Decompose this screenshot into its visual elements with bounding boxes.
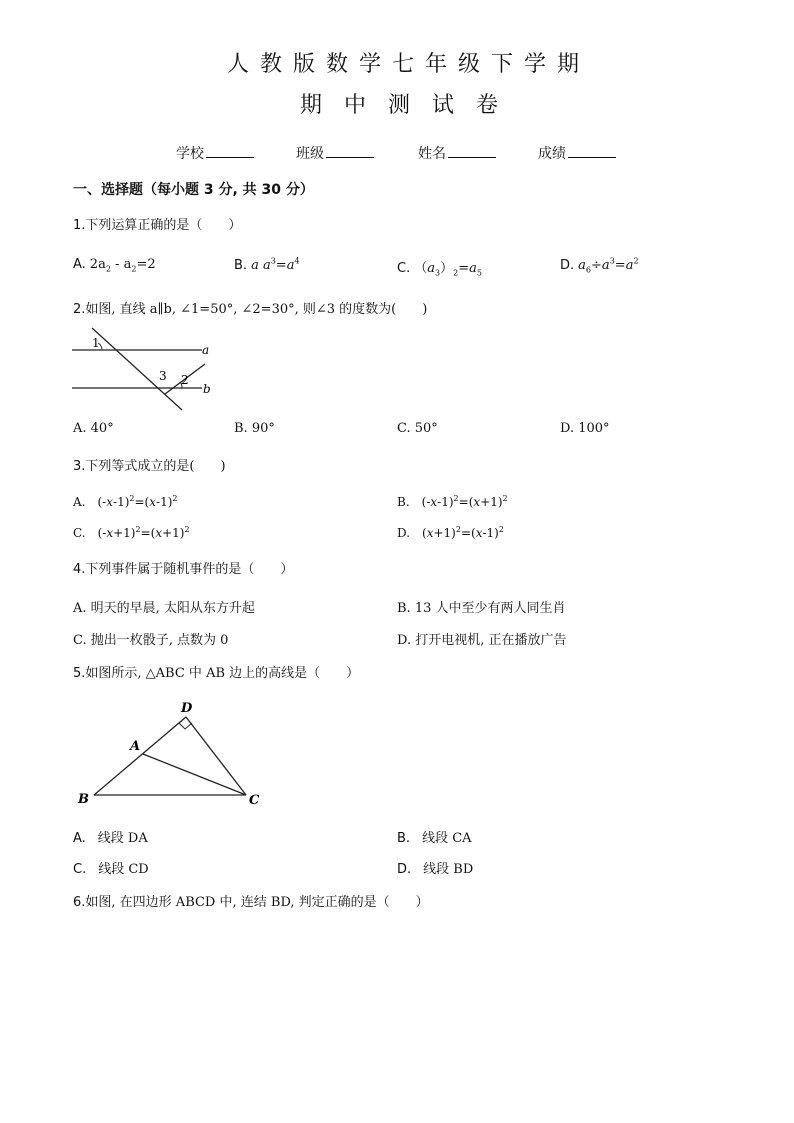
question-number: 6.: [73, 895, 86, 910]
option-expression: $(-x-1)^2=(x-1)^2$: [97, 494, 178, 509]
section-title: 一、选择题（每小题 3 分, 共 30 分）: [73, 182, 314, 198]
triangle-figure: [72, 697, 272, 812]
transversal-line: [92, 328, 182, 410]
field-class: [296, 143, 374, 163]
question-text: 如图, 直线 a∥b, ∠1=50°, ∠2=30°, 则∠3 的度数为( ): [85, 302, 428, 317]
question-text: 如图所示, △ABC 中 AB 边上的高线是（ ）: [85, 666, 360, 681]
field-school: [176, 143, 254, 163]
field-class-label: 班级: [296, 146, 324, 162]
option-label: D.: [560, 258, 575, 274]
q3-option-d: [397, 525, 504, 540]
field-name-label: 姓名: [418, 146, 446, 162]
question-text: 如图, 在四边形 ABCD 中, 连结 BD, 判定正确的是（ ）: [85, 895, 429, 910]
q4-option-c: C. 抛出一枚骰子, 点数为 0: [73, 633, 229, 648]
question-number: 1.: [73, 218, 86, 233]
question-6: [73, 891, 429, 910]
q2-option-d: D. 100°: [560, 421, 610, 436]
option-label: D.: [397, 526, 411, 540]
option-expression: a $a^3=a^4$: [251, 257, 300, 274]
q5-option-c: [73, 858, 149, 877]
field-score-blank[interactable]: [568, 145, 616, 158]
question-2: [73, 298, 427, 317]
option-text: 线段 BD: [423, 862, 474, 877]
angle-3-label: 3: [159, 369, 167, 383]
field-class-blank[interactable]: [326, 145, 374, 158]
angle-2-label: 2: [181, 373, 189, 387]
question-text: 下列事件属于随机事件的是（ ）: [85, 562, 294, 577]
question-text: 下列等式成立的是( ): [85, 459, 226, 474]
q2-option-b: B. 90°: [234, 421, 275, 436]
q3-option-b: [397, 494, 508, 509]
option-text: 线段 CA: [422, 831, 472, 846]
option-expression: $(-x+1)^2=(x+1)^2$: [97, 525, 190, 540]
field-name: [418, 143, 496, 163]
vertex-d-label: D: [181, 701, 193, 716]
option-expression: $(a_3)_2=a_5$: [414, 261, 482, 278]
q3-option-c: [73, 525, 190, 540]
option-text: 线段 CD: [98, 862, 149, 877]
question-3: [73, 455, 226, 474]
field-score-label: 成绩: [538, 146, 566, 162]
question-5: [73, 662, 359, 681]
option-expression: $a_6\div a^3=a^2$: [578, 257, 639, 275]
option-label: A.: [73, 831, 86, 846]
line-b-label: b: [203, 382, 211, 396]
segment-bd: [94, 717, 186, 795]
angle-1-label: 1: [92, 336, 100, 350]
q1-option-c: [397, 257, 482, 278]
vertex-b-label: B: [78, 792, 89, 807]
question-number: 5.: [73, 666, 86, 681]
option-label: C.: [73, 862, 87, 877]
q5-option-d: [397, 858, 473, 877]
question-4: [73, 558, 293, 577]
option-text: 线段 DA: [97, 831, 148, 846]
option-label: C.: [397, 261, 411, 276]
option-label: C.: [73, 526, 86, 540]
option-label: D.: [397, 862, 412, 877]
field-score: [538, 143, 616, 163]
option-expression: $(x+1)^2=(x-1)^2$: [422, 525, 504, 540]
q5-option-a: [73, 827, 148, 846]
question-number: 2.: [73, 302, 86, 317]
page-subtitle: 期中测试卷: [300, 93, 521, 118]
field-school-blank[interactable]: [206, 145, 254, 158]
question-text: 下列运算正确的是（ ）: [85, 218, 242, 233]
q4-option-b: B. 13 人中至少有两人同生肖: [397, 601, 566, 616]
option-expression: $2a_2 - a_2=2$: [89, 257, 156, 274]
option-label: A.: [73, 257, 86, 272]
q2-option-c: C. 50°: [397, 421, 438, 436]
q5-option-b: [397, 827, 472, 846]
option-label: B.: [397, 831, 411, 846]
vertex-c-label: C: [249, 793, 260, 808]
parallel-lines-figure: [70, 326, 220, 411]
line-a-label: a: [202, 343, 210, 357]
q1-option-b: [234, 257, 300, 273]
option-label: B.: [234, 258, 248, 274]
option-label: B.: [397, 495, 410, 509]
q4-option-a: A. 明天的早晨, 太阳从东方升起: [73, 601, 255, 616]
option-expression: $(-x-1)^2=(x+1)^2$: [421, 494, 508, 509]
q3-option-a: [73, 494, 177, 509]
field-school-label: 学校: [176, 146, 204, 162]
question-number: 4.: [73, 562, 86, 577]
question-number: 3.: [73, 459, 86, 474]
page-title: 人教版数学七年级下学期: [227, 52, 591, 77]
option-label: A.: [73, 495, 86, 509]
q1-option-d: [560, 257, 639, 275]
right-angle-mark: [179, 723, 192, 729]
question-1: [73, 214, 241, 233]
vertex-a-label: A: [130, 739, 141, 754]
q4-option-d: D. 打开电视机, 正在播放广告: [397, 633, 567, 648]
q2-option-a: A. 40°: [73, 421, 114, 436]
field-name-blank[interactable]: [448, 145, 496, 158]
q1-option-a: [73, 257, 156, 274]
